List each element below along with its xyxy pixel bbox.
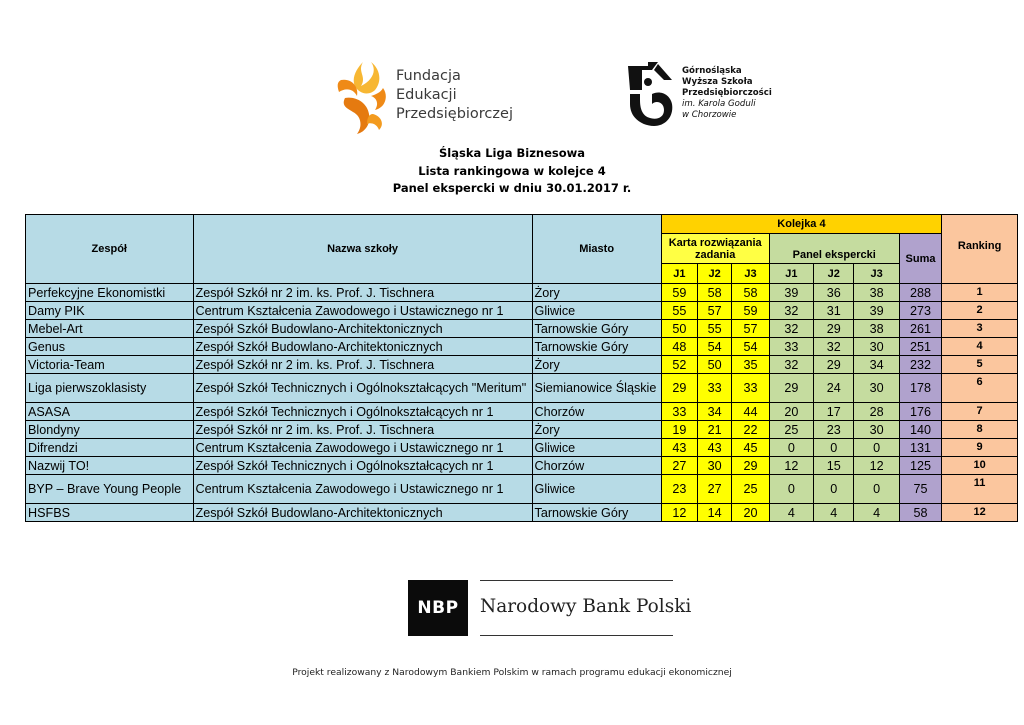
cell-sum: 232 xyxy=(899,356,941,374)
cell-team: BYP – Brave Young People xyxy=(26,475,194,504)
cell-city: Siemianowice Śląskie xyxy=(532,374,661,403)
cell-panel-j1: 25 xyxy=(769,421,813,439)
cell-card-j1: 19 xyxy=(661,421,697,439)
header-panel-j1: J1 xyxy=(769,264,813,284)
cell-card-j2: 54 xyxy=(698,338,732,356)
cell-sum: 140 xyxy=(899,421,941,439)
cell-panel-j3: 0 xyxy=(854,439,899,457)
table-row xyxy=(26,284,1018,302)
cell-panel-j1: 32 xyxy=(769,356,813,374)
cell-panel-j3: 30 xyxy=(854,338,899,356)
cell-city: Tarnowskie Góry xyxy=(532,338,661,356)
title-expert-panel-date: Panel ekspercki w dniu 30.01.2017 r. xyxy=(392,181,632,195)
cell-card-j3: 54 xyxy=(732,338,769,356)
table-row xyxy=(26,356,1018,374)
cell-panel-j2: 0 xyxy=(814,439,854,457)
cell-card-j2: 58 xyxy=(698,284,732,302)
cell-panel-j2: 15 xyxy=(814,457,854,475)
cell-card-j1: 29 xyxy=(661,374,697,403)
school-name-line-2: Wyższa Szkoła xyxy=(682,77,753,87)
cell-card-j3: 59 xyxy=(732,302,769,320)
school-name-line-3: Przedsiębiorczości xyxy=(682,88,772,98)
cell-school: Centrum Kształcenia Zawodowego i Ustawicznego nr 1 xyxy=(193,475,532,504)
foundation-name-line-2: Edukacji xyxy=(396,87,457,103)
cell-panel-j1: 33 xyxy=(769,338,813,356)
school-name xyxy=(682,66,772,121)
cell-panel-j1: 32 xyxy=(769,302,813,320)
cell-card-j2: 27 xyxy=(698,475,732,504)
cell-ranking: 9 xyxy=(942,439,1018,457)
cell-card-j1: 48 xyxy=(661,338,697,356)
header-city: Miasto xyxy=(532,215,661,284)
cell-school: Zespół Szkół Budowlano-Architektonicznych xyxy=(193,320,532,338)
cell-card-j2: 30 xyxy=(698,457,732,475)
cell-school: Centrum Kształcenia Zawodowego i Ustawicznego nr 1 xyxy=(193,302,532,320)
cell-school: Zespół Szkół nr 2 im. ks. Prof. J. Tischnera xyxy=(193,284,532,302)
cell-city: Żory xyxy=(532,421,661,439)
cell-team: Nazwij TO! xyxy=(26,457,194,475)
cell-sum: 131 xyxy=(899,439,941,457)
cell-ranking: 7 xyxy=(942,403,1018,421)
foundation-name-line-1: Fundacja xyxy=(396,68,461,84)
header-panel-j3: J3 xyxy=(854,264,899,284)
ranking-table-body xyxy=(26,284,1018,522)
header-sum: Suma xyxy=(899,234,941,284)
cell-panel-j2: 31 xyxy=(814,302,854,320)
cell-panel-j3: 30 xyxy=(854,374,899,403)
cell-card-j2: 43 xyxy=(698,439,732,457)
title-ranking-list: Lista rankingowa w kolejce 4 xyxy=(418,163,606,178)
header-round: Kolejka 4 xyxy=(661,215,942,234)
cell-panel-j3: 28 xyxy=(854,403,899,421)
cell-team: Damy PIK xyxy=(26,302,194,320)
cell-panel-j1: 29 xyxy=(769,374,813,403)
cell-school: Centrum Kształcenia Zawodowego i Ustawicznego nr 1 xyxy=(193,439,532,457)
cell-ranking: 2 xyxy=(942,302,1018,320)
cell-city: Żory xyxy=(532,356,661,374)
cell-panel-j2: 29 xyxy=(814,356,854,374)
table-row xyxy=(26,457,1018,475)
cell-card-j1: 12 xyxy=(661,504,697,522)
cell-team: Genus xyxy=(26,338,194,356)
cell-card-j3: 22 xyxy=(732,421,769,439)
cell-card-j1: 33 xyxy=(661,403,697,421)
cell-card-j1: 43 xyxy=(661,439,697,457)
cell-card-j3: 33 xyxy=(732,374,769,403)
cell-city: Chorzów xyxy=(532,457,661,475)
cell-card-j2: 55 xyxy=(698,320,732,338)
header-card-j3: J3 xyxy=(732,264,769,284)
cell-team: Mebel-Art xyxy=(26,320,194,338)
cell-school: Zespół Szkół Budowlano-Architektonicznych xyxy=(193,338,532,356)
cell-school: Zespół Szkół Budowlano-Architektonicznych xyxy=(193,504,532,522)
nbp-name: Narodowy Bank Polski xyxy=(480,596,692,617)
header-panel-j2: J2 xyxy=(814,264,854,284)
ranking-table xyxy=(25,214,1018,522)
cell-team: Perfekcyjne Ekonomistki xyxy=(26,284,194,302)
cell-team: HSFBS xyxy=(26,504,194,522)
cell-team: Blondyny xyxy=(26,421,194,439)
cell-school: Zespół Szkół Technicznych i Ogólnokształcących nr 1 xyxy=(193,403,532,421)
cell-card-j3: 35 xyxy=(732,356,769,374)
cell-card-j3: 58 xyxy=(732,284,769,302)
header-ranking: Ranking xyxy=(942,215,1018,284)
cell-panel-j2: 29 xyxy=(814,320,854,338)
cell-panel-j2: 17 xyxy=(814,403,854,421)
cell-panel-j2: 0 xyxy=(814,475,854,504)
cell-city: Tarnowskie Góry xyxy=(532,504,661,522)
cell-sum: 176 xyxy=(899,403,941,421)
table-row xyxy=(26,475,1018,504)
header-task-card: Karta rozwiązania zadania xyxy=(661,234,769,264)
cell-school: Zespół Szkół nr 2 im. ks. Prof. J. Tischnera xyxy=(193,356,532,374)
cell-sum: 58 xyxy=(899,504,941,522)
school-name-line-4: im. Karola Goduli xyxy=(682,99,756,109)
cell-sum: 251 xyxy=(899,338,941,356)
cell-ranking: 1 xyxy=(942,284,1018,302)
foundation-logo xyxy=(333,58,513,138)
cell-panel-j3: 4 xyxy=(854,504,899,522)
cell-panel-j3: 34 xyxy=(854,356,899,374)
header-expert-panel: Panel ekspercki xyxy=(769,234,899,264)
cell-card-j3: 57 xyxy=(732,320,769,338)
cell-card-j3: 29 xyxy=(732,457,769,475)
cell-city: Chorzów xyxy=(532,403,661,421)
cell-city: Gliwice xyxy=(532,302,661,320)
nbp-bottom-rule xyxy=(480,635,673,636)
cell-sum: 178 xyxy=(899,374,941,403)
cell-panel-j2: 36 xyxy=(814,284,854,302)
cell-card-j1: 55 xyxy=(661,302,697,320)
table-row xyxy=(26,374,1018,403)
school-logo xyxy=(624,60,772,132)
header-card-j2: J2 xyxy=(698,264,732,284)
nbp-top-rule xyxy=(480,580,673,581)
cell-panel-j2: 32 xyxy=(814,338,854,356)
foundation-name-line-3: Przedsiębiorczej xyxy=(396,106,513,122)
header-school: Nazwa szkoły xyxy=(193,215,532,284)
cell-ranking: 3 xyxy=(942,320,1018,338)
cell-panel-j2: 4 xyxy=(814,504,854,522)
cell-card-j2: 34 xyxy=(698,403,732,421)
cell-sum: 261 xyxy=(899,320,941,338)
cell-card-j3: 44 xyxy=(732,403,769,421)
cell-sum: 273 xyxy=(899,302,941,320)
cell-panel-j3: 38 xyxy=(854,320,899,338)
cell-panel-j1: 20 xyxy=(769,403,813,421)
cell-ranking: 12 xyxy=(942,504,1018,522)
title-league: Śląska Liga Biznesowa xyxy=(438,146,586,160)
cell-card-j1: 27 xyxy=(661,457,697,475)
foundation-name xyxy=(396,67,513,124)
cell-school: Zespół Szkół Technicznych i Ogólnokształcących nr 1 xyxy=(193,457,532,475)
cell-card-j2: 50 xyxy=(698,356,732,374)
cell-panel-j2: 24 xyxy=(814,374,854,403)
cell-team: Liga pierwszoklasisty xyxy=(26,374,194,403)
cell-panel-j1: 12 xyxy=(769,457,813,475)
cell-card-j2: 33 xyxy=(698,374,732,403)
cell-city: Żory xyxy=(532,284,661,302)
nbp-abbr: NBP xyxy=(408,580,468,636)
table-row xyxy=(26,403,1018,421)
footer-note: Projekt realizowany z Narodowym Bankiem Polskim w ramach programu edukacji ekonomicznej xyxy=(292,667,732,678)
cell-city: Gliwice xyxy=(532,439,661,457)
cell-panel-j3: 38 xyxy=(854,284,899,302)
table-row xyxy=(26,338,1018,356)
school-emblem-icon xyxy=(624,60,676,130)
cell-card-j2: 21 xyxy=(698,421,732,439)
cell-ranking: 6 xyxy=(942,374,1018,403)
cell-card-j2: 14 xyxy=(698,504,732,522)
cell-panel-j1: 0 xyxy=(769,439,813,457)
cell-card-j1: 23 xyxy=(661,475,697,504)
cell-school: Zespół Szkół Technicznych i Ogólnokształcących "Meritum" xyxy=(193,374,532,403)
cell-ranking: 4 xyxy=(942,338,1018,356)
cell-sum: 125 xyxy=(899,457,941,475)
cell-ranking: 10 xyxy=(942,457,1018,475)
cell-school: Zespół Szkół nr 2 im. ks. Prof. J. Tischnera xyxy=(193,421,532,439)
cell-card-j1: 50 xyxy=(661,320,697,338)
table-row xyxy=(26,302,1018,320)
cell-panel-j3: 30 xyxy=(854,421,899,439)
cell-ranking: 11 xyxy=(942,475,1018,504)
school-name-line-1: Górnośląska xyxy=(682,66,742,76)
header-team: Zespół xyxy=(26,215,194,284)
table-row xyxy=(26,320,1018,338)
header-card-j1: J1 xyxy=(661,264,697,284)
cell-card-j1: 52 xyxy=(661,356,697,374)
cell-panel-j1: 32 xyxy=(769,320,813,338)
cell-sum: 75 xyxy=(899,475,941,504)
cell-panel-j1: 4 xyxy=(769,504,813,522)
cell-ranking: 8 xyxy=(942,421,1018,439)
table-row xyxy=(26,504,1018,522)
cell-city: Tarnowskie Góry xyxy=(532,320,661,338)
cell-panel-j1: 39 xyxy=(769,284,813,302)
cell-panel-j2: 23 xyxy=(814,421,854,439)
cell-card-j2: 57 xyxy=(698,302,732,320)
foundation-flame-icon xyxy=(333,58,391,136)
cell-city: Gliwice xyxy=(532,475,661,504)
cell-panel-j3: 0 xyxy=(854,475,899,504)
cell-panel-j3: 39 xyxy=(854,302,899,320)
cell-panel-j3: 12 xyxy=(854,457,899,475)
cell-card-j1: 59 xyxy=(661,284,697,302)
cell-team: ASASA xyxy=(26,403,194,421)
cell-ranking: 5 xyxy=(942,356,1018,374)
cell-card-j3: 20 xyxy=(732,504,769,522)
table-row xyxy=(26,421,1018,439)
school-name-line-5: w Chorzowie xyxy=(682,110,737,120)
cell-team: Victoria-Team xyxy=(26,356,194,374)
cell-card-j3: 45 xyxy=(732,439,769,457)
table-row xyxy=(26,439,1018,457)
cell-team: Difrendzi xyxy=(26,439,194,457)
document-titles xyxy=(0,145,1024,198)
cell-panel-j1: 0 xyxy=(769,475,813,504)
cell-card-j3: 25 xyxy=(732,475,769,504)
nbp-logo xyxy=(408,580,692,638)
cell-sum: 288 xyxy=(899,284,941,302)
